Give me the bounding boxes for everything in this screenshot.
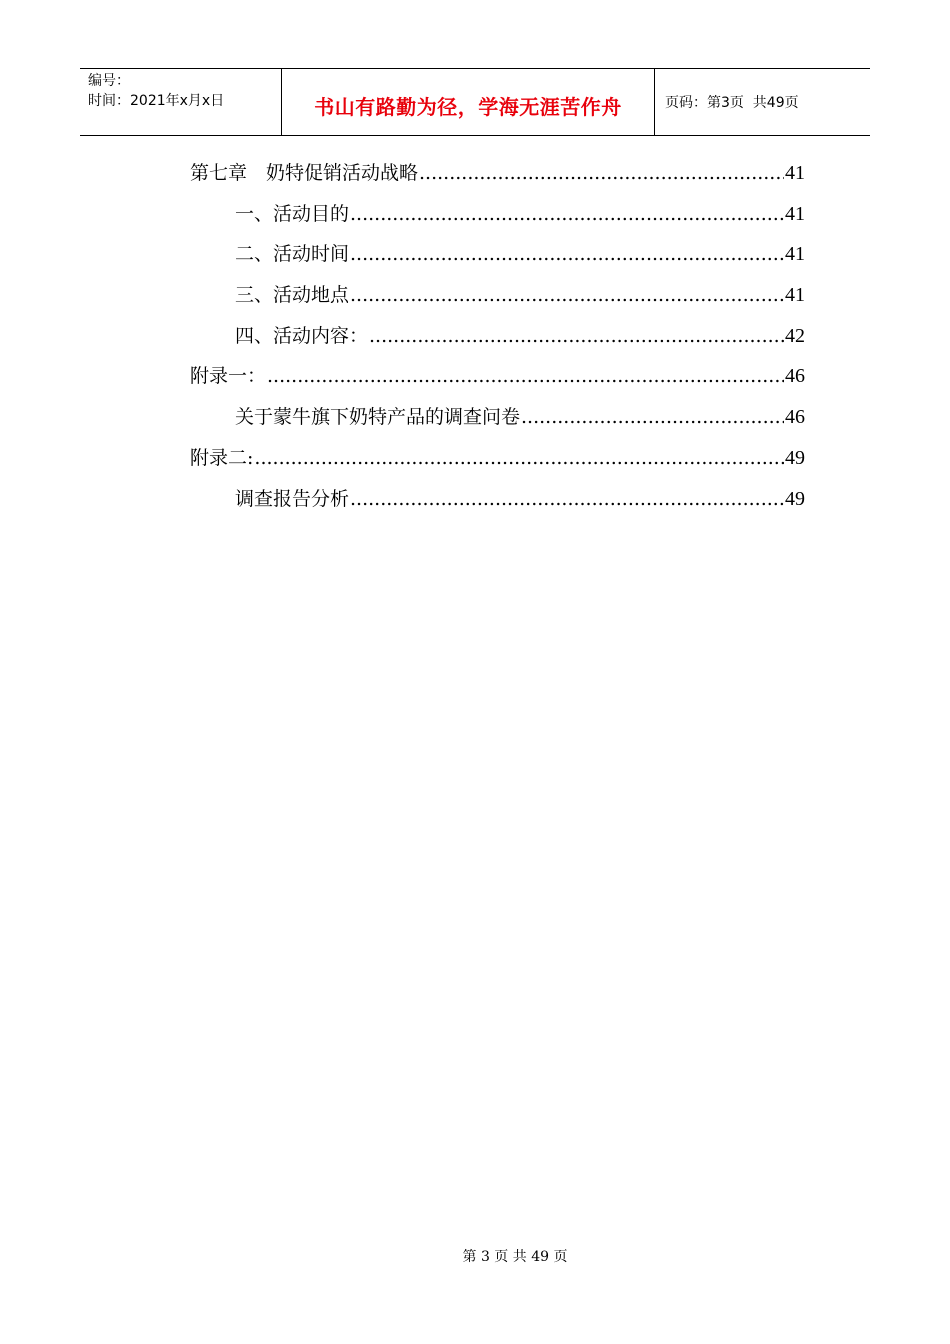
table-of-contents [190,158,805,524]
toc-entry-label: 调查报告分析 [235,487,350,510]
page-info: 页码：第3页 共49页 [665,95,799,111]
header-motto-cell [282,69,655,135]
toc-leader-dots [369,325,784,347]
header-meta-cell [80,69,282,135]
toc-entry-label: 第七章 奶特促销活动战略 [190,162,419,184]
toc-leader-dots [350,203,784,225]
toc-entry-page: 41 [785,284,805,307]
date-label: 时间：2021年x月x日 [88,93,225,109]
toc-entry[interactable] [190,199,805,240]
toc-entry-label: 一、活动目的 [235,202,350,225]
toc-entry-page: 49 [785,446,805,469]
header-page-cell [655,69,870,135]
toc-entry-page: 41 [785,243,805,266]
toc-entry-label: 附录一： [190,365,267,388]
toc-entry[interactable] [190,239,805,280]
toc-entry-page: 41 [785,202,805,225]
page-footer [0,1246,950,1266]
toc-entry[interactable] [190,321,805,362]
toc-leader-dots [419,162,784,184]
toc-entry-label: 关于蒙牛旗下奶特产品的调查问卷 [235,406,521,429]
toc-entry-label: 四、活动内容： [235,324,369,347]
page-header [80,68,870,136]
toc-entry-page: 46 [785,406,805,429]
toc-leader-dots [350,488,784,510]
toc-entry[interactable] [190,484,805,525]
toc-leader-dots [350,284,784,306]
toc-entry-page: 42 [785,324,805,347]
toc-entry-label: 三、活动地点 [235,284,350,307]
toc-entry[interactable] [190,158,805,199]
toc-entry-label: 二、活动时间 [235,243,350,266]
toc-entry[interactable] [190,361,805,402]
toc-entry-label: 附录二: [190,446,254,469]
toc-entry-page: 49 [785,487,805,510]
toc-leader-dots [267,365,784,387]
toc-entry-page: 41 [785,162,805,184]
toc-leader-dots [521,406,784,428]
toc-entry[interactable] [190,402,805,443]
motto-text: 书山有路勤为径，学海无涯苦作舟 [314,94,622,119]
toc-entry[interactable] [190,280,805,321]
number-label: 编号： [88,73,130,89]
toc-entry[interactable] [190,443,805,484]
toc-leader-dots [350,243,784,265]
footer-page-number: 第 3 页 共 49 页 [462,1249,568,1265]
toc-leader-dots [254,447,784,469]
toc-entry-page: 46 [785,365,805,388]
